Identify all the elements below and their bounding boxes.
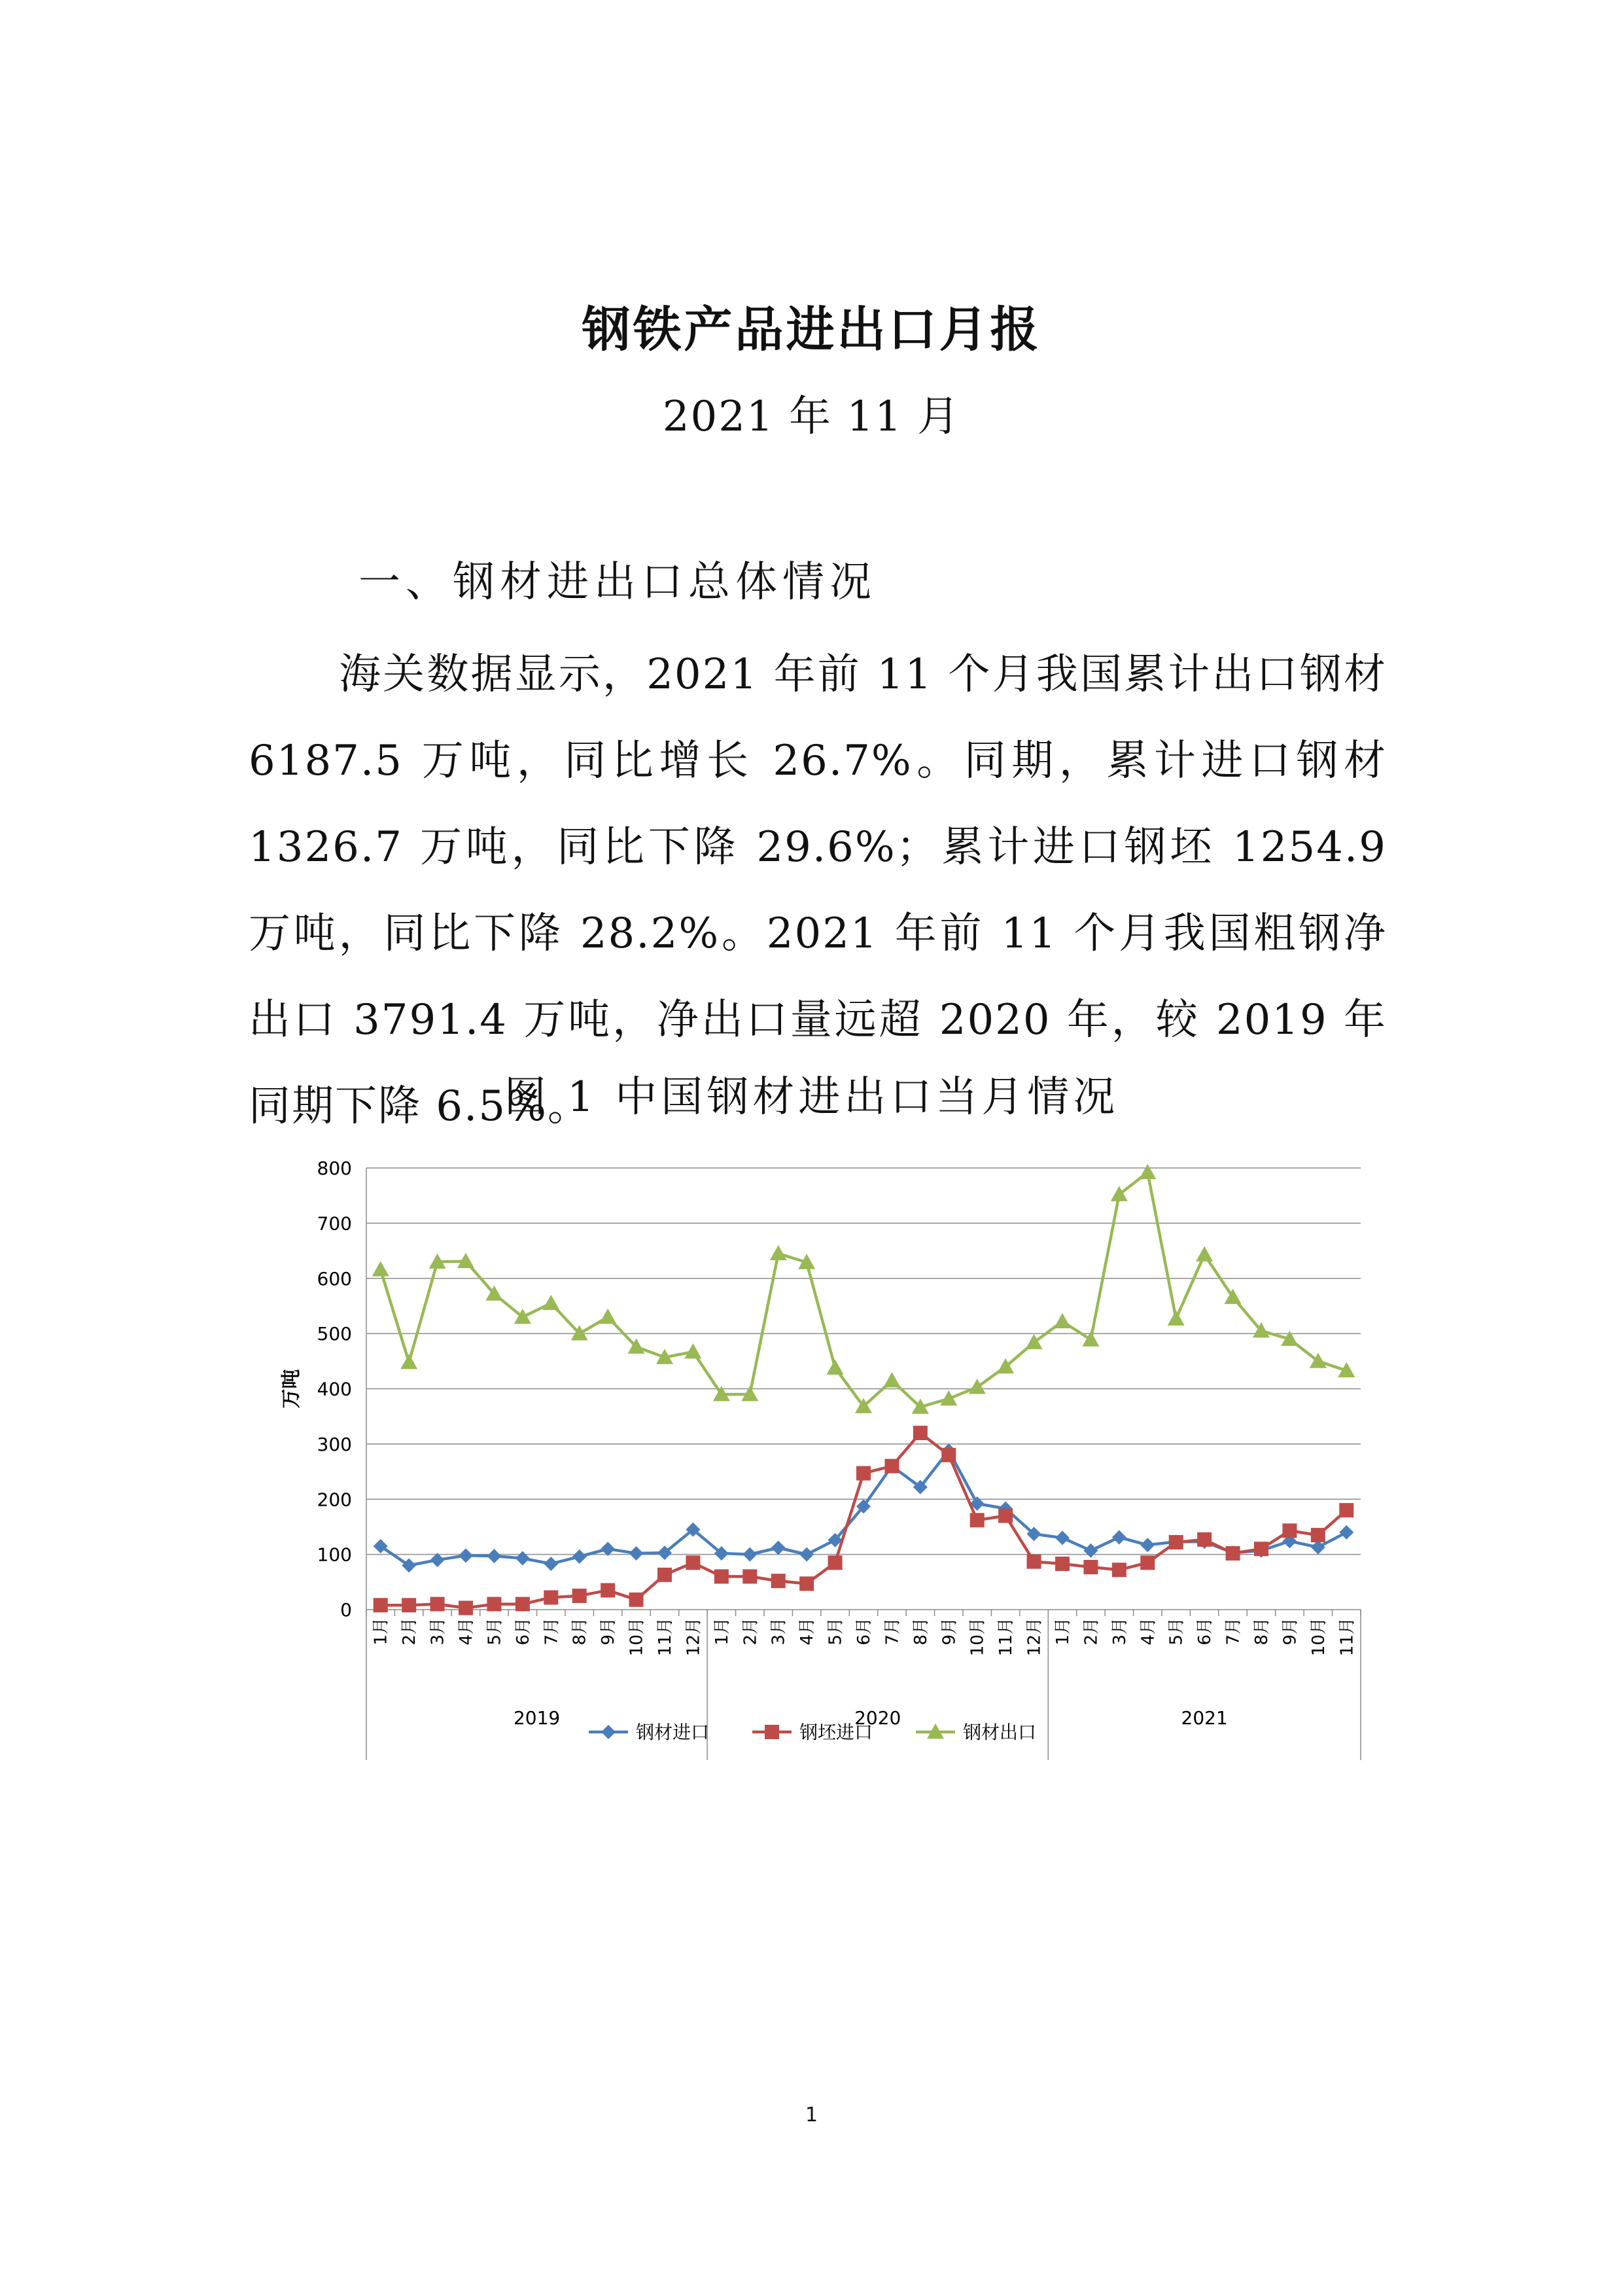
- series-0: [374, 1443, 1354, 1573]
- y-tick-label: 600: [317, 1267, 352, 1290]
- data-point: [828, 1555, 843, 1570]
- data-point: [1254, 1542, 1268, 1556]
- y-tick-label: 500: [317, 1323, 352, 1345]
- section-heading: 一、钢材进出口总体情况: [358, 558, 877, 607]
- x-tick-label: 2月: [400, 1617, 420, 1646]
- y-tick-label: 700: [317, 1212, 352, 1235]
- chart-gridlines: [366, 1168, 1361, 1555]
- data-point: [799, 1576, 814, 1591]
- data-point: [487, 1597, 501, 1612]
- x-tick-label: 7月: [1223, 1617, 1244, 1646]
- x-tick-label: 9月: [1280, 1617, 1300, 1646]
- data-point: [941, 1448, 956, 1462]
- data-point: [1226, 1546, 1240, 1561]
- legend-label: 钢材出口: [963, 1722, 1037, 1743]
- data-point: [714, 1569, 729, 1583]
- x-tick-label: 1月: [712, 1617, 732, 1646]
- x-tick-label: 4月: [457, 1617, 476, 1646]
- data-point: [459, 1600, 473, 1615]
- data-point: [970, 1513, 985, 1527]
- x-tick-label: 3月: [428, 1617, 448, 1646]
- x-tick-label: 9月: [599, 1617, 619, 1646]
- data-point: [402, 1598, 416, 1612]
- report-date: 2021 年 11 月: [662, 393, 961, 441]
- data-point: [629, 1546, 644, 1561]
- data-point: [544, 1590, 558, 1604]
- x-tick-label: 8月: [570, 1617, 590, 1646]
- data-point: [515, 1597, 530, 1612]
- line-chart: [275, 1139, 1374, 1760]
- legend-label: 钢材进口: [636, 1722, 710, 1743]
- data-point: [459, 1548, 473, 1563]
- data-point: [1140, 1555, 1155, 1570]
- data-point: [1140, 1538, 1155, 1552]
- y-tick-label: 800: [317, 1157, 352, 1179]
- y-axis-title: 万吨: [280, 1369, 303, 1409]
- data-point: [1196, 1246, 1213, 1261]
- data-point: [1168, 1310, 1185, 1325]
- data-point: [799, 1547, 814, 1562]
- series-line: [381, 1173, 1347, 1407]
- chart-series: [372, 1164, 1355, 1616]
- data-point: [1197, 1532, 1212, 1547]
- legend-label: 钢坯进口: [799, 1722, 873, 1743]
- y-tick-label: 200: [317, 1489, 352, 1511]
- data-point: [1054, 1313, 1071, 1328]
- x-tick-label: 12月: [1024, 1617, 1045, 1657]
- data-point: [487, 1549, 501, 1563]
- x-tick-label: 10月: [968, 1617, 988, 1657]
- x-tick-label: 5月: [1166, 1617, 1187, 1646]
- data-point: [856, 1466, 871, 1481]
- x-tick-label: 9月: [939, 1617, 960, 1646]
- x-tick-label: 1月: [371, 1617, 391, 1646]
- x-tick-label: 3月: [769, 1617, 789, 1646]
- data-point: [998, 1509, 1013, 1523]
- x-tick-label: 1月: [1053, 1617, 1073, 1646]
- x-tick-label: 4月: [797, 1617, 818, 1646]
- data-point: [374, 1598, 388, 1612]
- year-label: 2020: [854, 1707, 901, 1729]
- data-point: [400, 1354, 417, 1369]
- data-point: [684, 1343, 701, 1358]
- data-point: [771, 1541, 786, 1555]
- data-point: [771, 1574, 786, 1588]
- data-point: [1083, 1544, 1098, 1558]
- data-point: [372, 1261, 389, 1276]
- x-tick-label: 8月: [1252, 1617, 1272, 1646]
- data-point: [1339, 1525, 1353, 1540]
- y-tick-label: 300: [317, 1433, 352, 1455]
- data-point: [1027, 1555, 1041, 1569]
- x-tick-label: 4月: [1138, 1617, 1159, 1646]
- data-point: [544, 1557, 558, 1571]
- data-point: [742, 1569, 757, 1583]
- data-point: [572, 1589, 587, 1603]
- series-line: [381, 1433, 1347, 1608]
- x-tick-label: 6月: [854, 1617, 874, 1646]
- x-tick-label: 11月: [1337, 1617, 1357, 1657]
- x-tick-label: 6月: [1195, 1617, 1215, 1646]
- data-point: [686, 1555, 700, 1570]
- data-point: [601, 1583, 615, 1597]
- y-tick-label: 400: [317, 1378, 352, 1400]
- data-point: [1112, 1563, 1126, 1577]
- data-point: [542, 1295, 559, 1310]
- x-tick-label: 5月: [826, 1617, 846, 1646]
- x-tick-label: 11月: [655, 1617, 675, 1657]
- series-2: [372, 1164, 1355, 1414]
- data-point: [827, 1359, 844, 1374]
- x-tick-label: 2月: [1081, 1617, 1102, 1646]
- year-label: 2021: [1181, 1707, 1228, 1729]
- y-tick-label: 100: [317, 1544, 352, 1566]
- data-point: [572, 1549, 587, 1564]
- x-tick-label: 10月: [1308, 1617, 1329, 1657]
- data-point: [1055, 1557, 1070, 1571]
- data-point: [1225, 1288, 1242, 1303]
- data-point: [1311, 1528, 1325, 1542]
- x-tick-label: 7月: [542, 1617, 562, 1646]
- x-tick-label: 12月: [684, 1617, 704, 1657]
- x-tick-label: 10月: [627, 1617, 647, 1657]
- x-tick-label: 6月: [513, 1617, 533, 1646]
- data-point: [430, 1597, 445, 1612]
- report-title: 钢铁产品进出口月报: [582, 302, 1041, 358]
- data-point: [770, 1245, 787, 1260]
- data-point: [1083, 1560, 1098, 1574]
- year-label: 2019: [513, 1707, 561, 1729]
- data-point: [883, 1372, 900, 1387]
- chart-axes: [280, 1157, 1361, 1760]
- x-tick-label: 2月: [741, 1617, 761, 1646]
- page-number: 1: [805, 2104, 818, 2127]
- legend-marker: [601, 1725, 616, 1739]
- data-point: [599, 1309, 616, 1324]
- figure-caption: 图 1 中国钢材进出口当月情况: [504, 1073, 1119, 1122]
- x-tick-label: 7月: [882, 1617, 903, 1646]
- data-point: [1282, 1523, 1297, 1538]
- data-point: [1169, 1535, 1183, 1549]
- data-point: [629, 1593, 644, 1607]
- legend-marker: [765, 1725, 779, 1739]
- data-point: [1112, 1530, 1126, 1544]
- summary-paragraph: 海关数据显示，2021 年前 11 个月我国累计出口钢材 6187.5 万吨，同比增长 26.7%。同期，累计进口钢材 1326.7 万吨，同比下降 29.6%；累计进口钢坯 1254.9 万吨，同比下降 28.2%。2021 年前 11 个月我国粗钢净出口 3791.4 万吨，净出口量远超 2020 年，较 2019 年同期下降 6.5%。: [249, 650, 1387, 1131]
- y-tick-label: 0: [340, 1599, 352, 1621]
- data-point: [913, 1426, 928, 1440]
- x-tick-label: 3月: [1109, 1617, 1130, 1646]
- series-1: [374, 1426, 1354, 1615]
- x-tick-label: 11月: [996, 1617, 1017, 1657]
- data-point: [1139, 1164, 1156, 1179]
- data-point: [1339, 1503, 1353, 1517]
- data-point: [515, 1551, 530, 1566]
- data-point: [884, 1459, 899, 1474]
- x-tick-label: 5月: [485, 1617, 505, 1646]
- data-point: [742, 1547, 757, 1562]
- chart-legend: [589, 1722, 1036, 1743]
- data-point: [657, 1568, 672, 1582]
- data-point: [1055, 1530, 1070, 1545]
- x-tick-label: 8月: [911, 1617, 931, 1646]
- data-point: [969, 1379, 986, 1394]
